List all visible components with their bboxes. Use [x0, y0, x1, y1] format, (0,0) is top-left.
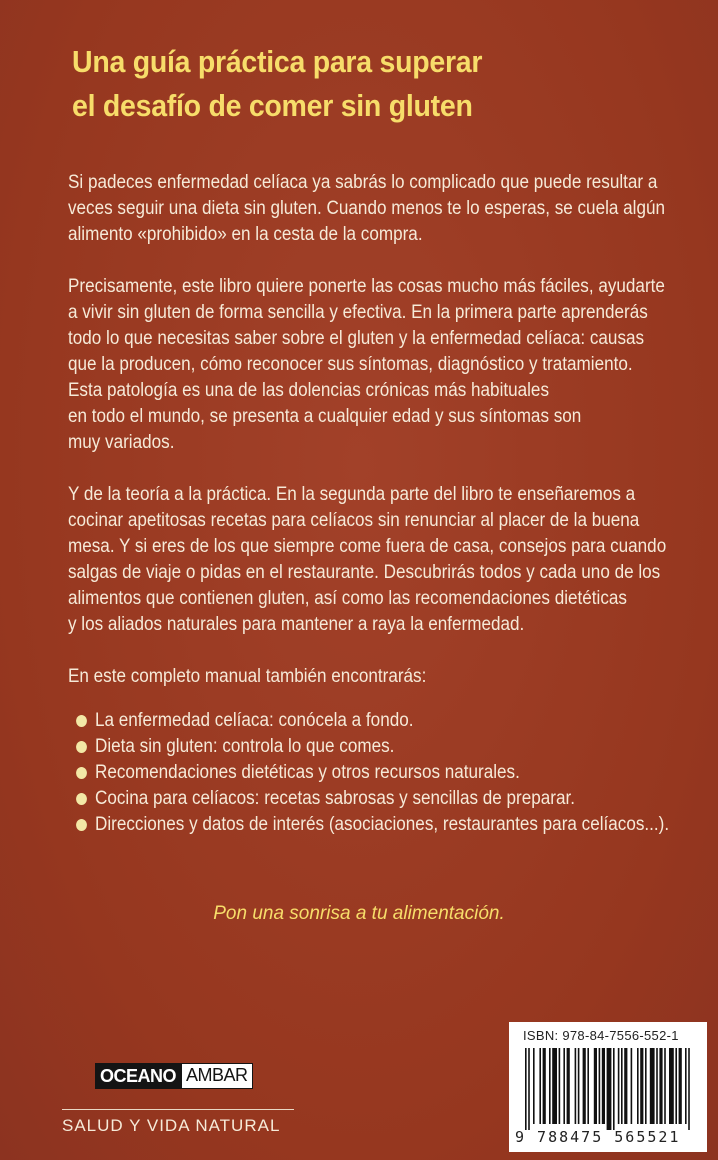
text-line: alimento «prohibido» en la cesta de la compra. — [68, 224, 423, 245]
collection-name: SALUD Y VIDA NATURAL — [62, 1116, 281, 1135]
bullet-icon — [76, 715, 87, 727]
text-line: muy variados. — [68, 432, 175, 453]
feature-list — [68, 708, 670, 838]
text-line: Precisamente, este libro quiere ponerte las cosas mucho más fáciles, ayudarte — [68, 276, 665, 297]
text-line: que la producen, cómo reconocer sus síntomas, diagnóstico y tratamiento. — [68, 354, 633, 375]
barcode-bars — [523, 1048, 703, 1130]
text-line: cocinar apetitosas recetas para celíacos sin renunciar al placer de la buena — [68, 510, 640, 531]
title-line-2: el desafío de comer sin gluten — [72, 88, 473, 123]
list-item-text: Direcciones y datos de interés (asociaciones, restaurantes para celíacos...). — [95, 814, 670, 835]
text-line: salgas de viaje o pidas en el restaurante. Descubrirás todos y cada uno de los — [68, 562, 661, 583]
paragraph-1 — [68, 170, 665, 248]
text-line: Esta patología es una de las dolencias crónicas más habituales — [68, 380, 550, 401]
isbn-label: ISBN: 978-84-7556-552-1 — [523, 1028, 679, 1043]
text-line: mesa. Y si eres de los que siempre come fuera de casa, consejos para cuando — [68, 536, 667, 557]
publisher-name-right: AMBAR — [181, 1063, 253, 1089]
paragraph-4 — [68, 664, 644, 690]
publisher-name-left: OCEANO — [95, 1063, 181, 1089]
divider — [62, 1109, 294, 1110]
list-item-text: Cocina para celíacos: recetas sabrosas y sencillas de preparar. — [95, 788, 575, 809]
text-line: veces seguir una dieta sin gluten. Cuando menos te lo esperas, se cuela algún — [68, 198, 665, 219]
blurb — [68, 170, 670, 838]
bullet-icon — [76, 793, 87, 805]
list-item — [68, 734, 644, 760]
bullet-icon — [76, 767, 87, 779]
list-item — [68, 708, 644, 734]
paragraph-3 — [68, 482, 667, 638]
text-line: y los aliados naturales para mantener a raya la enfermedad. — [68, 614, 525, 635]
title-line-1: Una guía práctica para superar — [72, 44, 483, 79]
text-line: Si padeces enfermedad celíaca ya sabrás lo complicado que puede resultar a — [68, 172, 658, 193]
slogan: Pon una sonrisa a tu alimentación. — [213, 903, 505, 924]
barcode — [509, 1022, 707, 1152]
bullet-icon — [76, 741, 87, 753]
bullet-icon — [76, 819, 87, 831]
barcode-digits: 9 788475 565521 — [515, 1128, 681, 1146]
list-item-text: La enfermedad celíaca: conócela a fondo. — [95, 710, 414, 731]
back-cover-title — [72, 40, 482, 128]
publisher-logo — [95, 1063, 253, 1089]
text-line: En este completo manual también encontrarás: — [68, 666, 427, 687]
text-line: todo lo que necesitas saber sobre el gluten y la enfermedad celíaca: causas — [68, 328, 645, 349]
list-item — [68, 786, 644, 812]
paragraph-2 — [68, 274, 665, 456]
list-item — [68, 760, 644, 786]
list-item — [68, 812, 670, 838]
text-line: en todo el mundo, se presenta a cualquier edad y sus síntomas son — [68, 406, 582, 427]
list-item-text: Recomendaciones dietéticas y otros recursos naturales. — [95, 762, 520, 783]
text-line: Y de la teoría a la práctica. En la segunda parte del libro te enseñaremos a — [68, 484, 636, 505]
text-line: a vivir sin gluten de forma sencilla y efectiva. En la primera parte aprenderás — [68, 302, 648, 323]
list-item-text: Dieta sin gluten: controla lo que comes. — [95, 736, 395, 757]
text-line: alimentos que contienen gluten, así como las recomendaciones dietéticas — [68, 588, 627, 609]
